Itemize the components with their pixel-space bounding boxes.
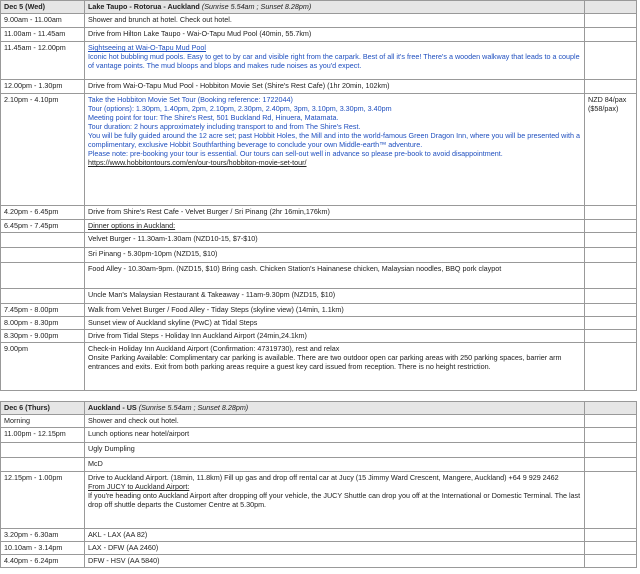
time-cell: [1, 248, 85, 263]
day-date: Dec 5 (Wed): [1, 1, 85, 14]
activity-cell: Walk from Velvet Burger / Food Alley - Tiday Steps (skyline view) (14min, 1.1km): [85, 304, 585, 317]
activity-title: Sightseeing at Wai-O-Tapu Mud Pool: [88, 43, 206, 52]
activity-cell: Uncle Man's Malaysian Restaurant & Takeaway - 11am-9.30pm (NZD15, $10): [85, 289, 585, 304]
table-row: [1, 472, 637, 529]
table-row: [1, 428, 637, 443]
activity-cell: Sri Pinang - 5.30pm-10pm (NZD15, $10): [85, 248, 585, 263]
activity-cell: AKL - LAX (AA 82): [85, 529, 585, 542]
time-cell: 12.15pm - 1.00pm: [1, 472, 85, 529]
time-cell: [1, 233, 85, 248]
activity-cell: Drive from Wai-O-Tapu Mud Pool - Hobbiton Movie Set (Shire's Rest Cafe) (1hr 20min, 102km): [85, 80, 585, 94]
table-row: [1, 330, 637, 343]
day-route: Lake Taupo - Rotorua - Auckland (Sunrise 5.54am ; Sunset 8.28pm): [85, 1, 585, 14]
table-row: [1, 555, 637, 568]
table-row: [1, 233, 637, 248]
activity-cell: Drive from Hilton Lake Taupo - Wai-O-Tapu Mud Pool (40min, 55.7km): [85, 28, 585, 42]
activity-cell: Sightseeing at Wai-O-Tapu Mud Pool Iconic hot bubbling mud pools. Easy to get to by car and visible right from the carpark. Best of all it's free! There's a wooden walkway that leads to a couple of vantage points. The mud bloops and blops and makes rude noises as you'd expect.: [85, 42, 585, 80]
time-cell: 10.10am - 3.14pm: [1, 542, 85, 555]
table-row: [1, 529, 637, 542]
activity-cell: Dinner options in Auckland:: [85, 220, 585, 233]
activity-cell: Drive to Auckland Airport. (18min, 11.8km) Fill up gas and drop off rental car at Jucy (15 Jimmy Ward Crescent, Mangere, Auckland) +64 9 929 2462 From JUCY to Auckland Airport: If you're heading onto Auckland Airport after dropping off your vehicle, the JUCY Shuttle can drop you off at the International or Domestic Terminal. The last drop off shuttle departs the Customer Centre at 5.30pm.: [85, 472, 585, 529]
table-row: [1, 80, 637, 94]
day-header: [1, 1, 637, 14]
activity-cell: McD: [85, 458, 585, 472]
activity-cell: Ugly Dumpling: [85, 443, 585, 458]
table-row: [1, 343, 637, 391]
time-cell: [1, 289, 85, 304]
table-row: [1, 289, 637, 304]
time-cell: [1, 458, 85, 472]
table-row: [1, 304, 637, 317]
activity-cell: Take the Hobbiton Movie Set Tour (Booking reference: 1722044) Tour (options): 1.30pm, 1.40pm, 2pm, 2.10pm, 2.30pm, 2.40pm, 3pm, 3.10pm, 3.30pm, 3.40pm Meeting point for tour: The Shire's Rest, 501 Buckland Rd, Hinuera, Matamata. Tour duration: 2 hours approximately including transport to and from The Shire's Rest. You will be fully guided around the 12 acre set; past Hobbit Holes, the Mill and into the world-famous Green Dragon Inn, where you will be presented with a complimentary, exclusive Hobbit Southfarthing beverage to conclude your own Middle-earth™ adventure. Please note: pre-booking your tour is essential. Our tours can sell-out well in advance so please pre-book to avoid disappointment. https://www.hobbitontours.com/en/our-tours/hobbiton-movie-set-tour/: [85, 94, 585, 206]
table-row: [1, 14, 637, 28]
activity-cell: DFW - HSV (AA 5840): [85, 555, 585, 568]
activity-cell: Sunset view of Auckland skyline (PwC) at Tidal Steps: [85, 317, 585, 330]
activity-cell: LAX - DFW (AA 2460): [85, 542, 585, 555]
activity-cell: Shower and check out hotel.: [85, 415, 585, 428]
table-row: [1, 443, 637, 458]
time-cell: Morning: [1, 415, 85, 428]
time-cell: 12.00pm - 1.30pm: [1, 80, 85, 94]
time-cell: 9.00pm: [1, 343, 85, 391]
day-date: Dec 6 (Thurs): [1, 402, 85, 415]
activity-cell: Velvet Burger - 11.30am-1.30am (NZD10-15, $7-$10): [85, 233, 585, 248]
table-row: [1, 94, 637, 206]
table-row: [1, 542, 637, 555]
activity-cell: Shower and brunch at hotel. Check out hotel.: [85, 14, 585, 28]
price-cell: NZD 84/pax ($58/pax): [585, 94, 637, 206]
time-cell: 7.45pm - 8.00pm: [1, 304, 85, 317]
table-row: [1, 415, 637, 428]
day-route: Auckland - US (Sunrise 5.54am ; Sunset 8.28pm): [85, 402, 585, 415]
time-cell: 11.00am - 11.45am: [1, 28, 85, 42]
tour-link[interactable]: https://www.hobbitontours.com/en/our-tours/hobbiton-movie-set-tour/: [88, 158, 307, 167]
table-row: [1, 317, 637, 330]
table-row: [1, 263, 637, 289]
time-cell: 8.30pm - 9.00pm: [1, 330, 85, 343]
time-cell: 9.00am - 11.00am: [1, 14, 85, 28]
time-cell: 4.40pm - 6.24pm: [1, 555, 85, 568]
time-cell: 11.00pm - 12.15pm: [1, 428, 85, 443]
table-row: [1, 28, 637, 42]
time-cell: [1, 263, 85, 289]
activity-cell: Check-in Holiday Inn Auckland Airport (Confirmation: 47319730), rest and relax Onsite Parking Available: Complimentary car parking is available. There are two outdoor open car parking areas with 250 parking spaces, barrier arm entrances and exits. Exit from both parking areas require a guest key card issued from reception. There is no height restriction.: [85, 343, 585, 391]
time-cell: 4.20pm - 6.45pm: [1, 206, 85, 220]
time-cell: 6.45pm - 7.45pm: [1, 220, 85, 233]
activity-cell: Food Alley - 10.30am-9pm. (NZD15, $10) Bring cash. Chicken Station's Hainanese chicken, Malaysian noodles, BBQ pork claypot: [85, 263, 585, 289]
day-header: [1, 402, 637, 415]
table-row: [1, 248, 637, 263]
time-cell: 8.00pm - 8.30pm: [1, 317, 85, 330]
table-row: [1, 206, 637, 220]
table-row: [1, 458, 637, 472]
activity-cell: Lunch options near hotel/airport: [85, 428, 585, 443]
time-cell: 11.45am - 12.00pm: [1, 42, 85, 80]
table-row: [1, 220, 637, 233]
time-cell: 3.20pm - 6.30am: [1, 529, 85, 542]
time-cell: 2.10pm - 4.10pm: [1, 94, 85, 206]
time-cell: [1, 443, 85, 458]
table-row: [1, 42, 637, 80]
activity-cell: Drive from Tidal Steps - Holiday Inn Auckland Airport (24min,24.1km): [85, 330, 585, 343]
activity-cell: Drive from Shire's Rest Cafe - Velvet Burger / Sri Pinang (2hr 16min,176km): [85, 206, 585, 220]
